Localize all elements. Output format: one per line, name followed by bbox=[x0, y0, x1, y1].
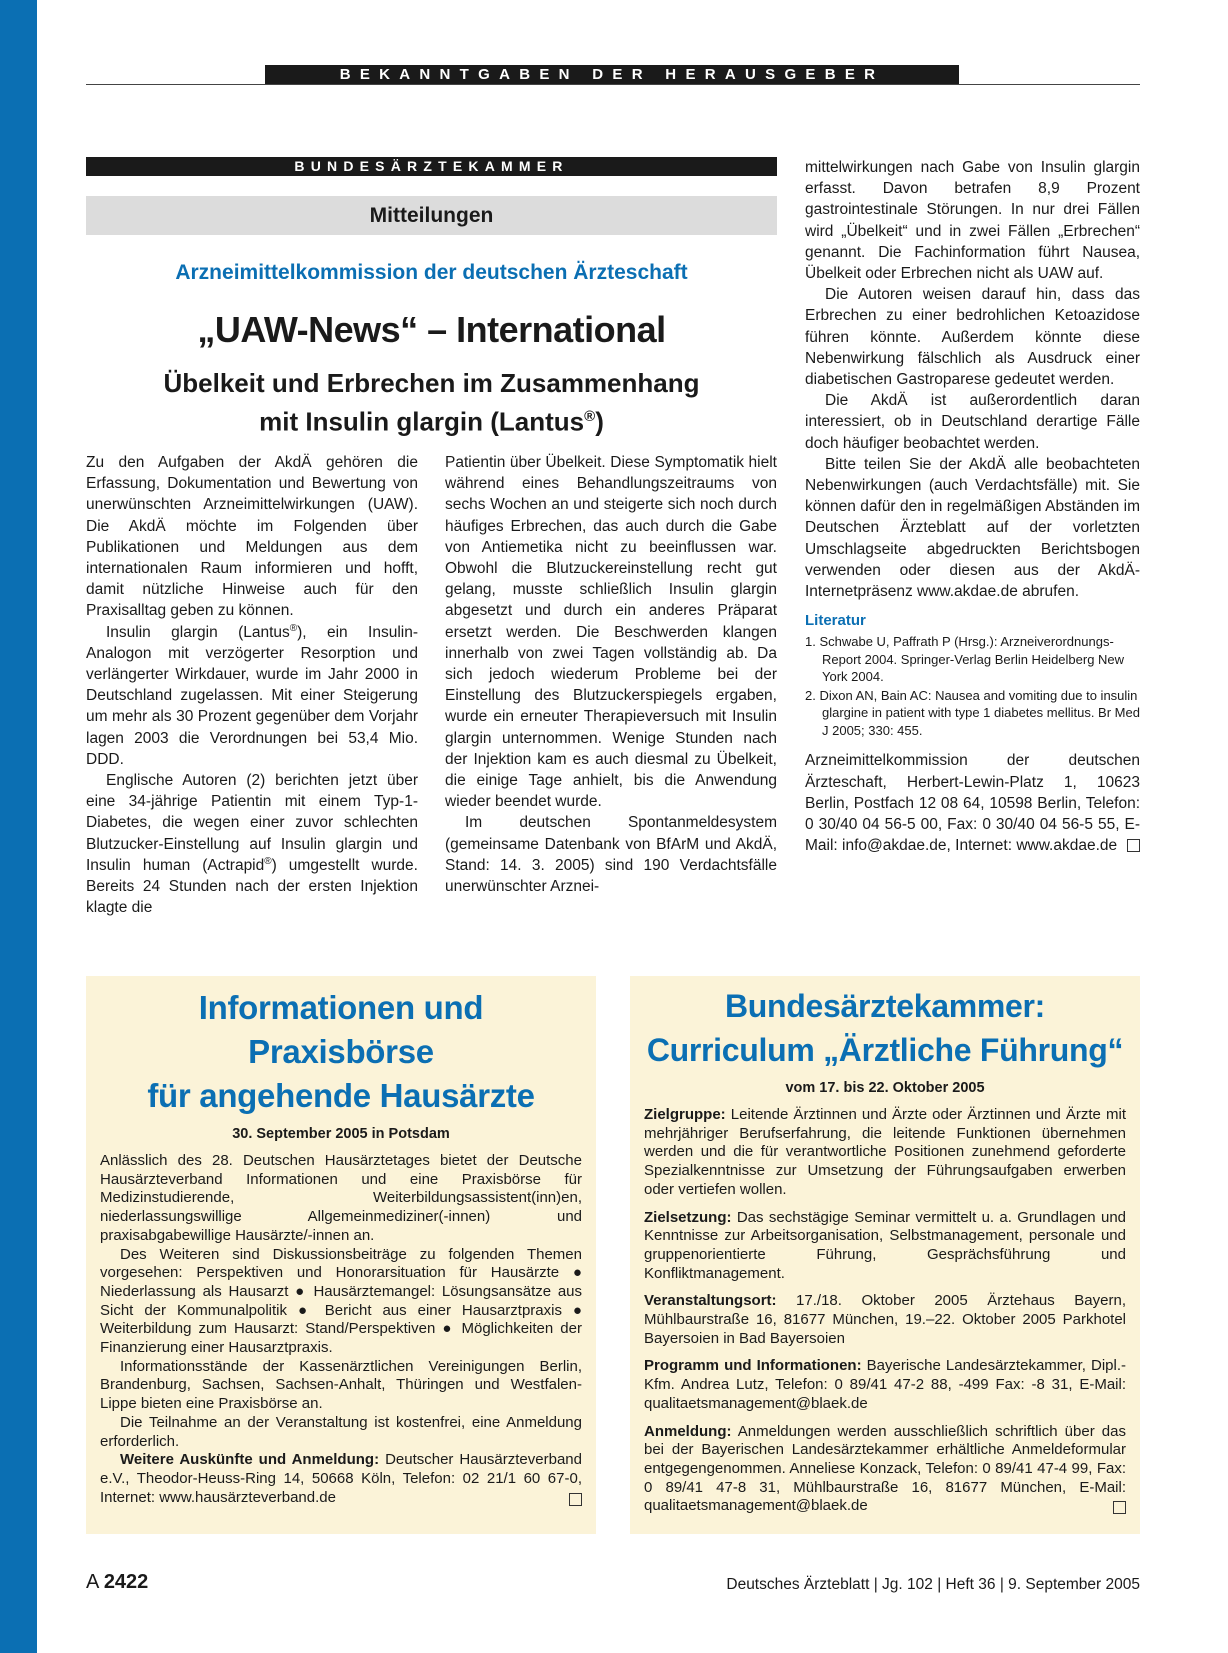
blue-margin-strip bbox=[0, 0, 37, 1653]
journal-citation: Deutsches Ärzteblatt | Jg. 102 | Heft 36 | 9. September 2005 bbox=[726, 1576, 1140, 1593]
paragraph-text: Das sechstägige Seminar vermittelt u. a. Grundlagen und Kenntnisse zur Arbeitsorganisation, Selbstmanagement, personale und gruppenorientierte Führung, Gesprächsführung und Konfliktmanagement. bbox=[644, 1208, 1126, 1282]
label-bold: Veranstaltungsort: bbox=[644, 1292, 777, 1310]
literature-heading: Literatur bbox=[805, 612, 866, 630]
contact-text: Arzneimittelkommission der deutschen Ärzteschaft, Herbert-Lewin-Platz 1, 10623 Berlin, Postfach 12 08 64, 10598 Berlin, Telefon: 0 30/40 04 56-5 00, Fax: 0 30/40 04 56-5 55, E-Mail: info@akdae.de, Internet: www.akdae.de bbox=[805, 752, 1140, 855]
paragraph: Im deutschen Spontanmeldesystem (gemeinsame Datenbank von BfArM und AkdÄ, Stand: 14. 3. 2005) sind 190 Verdachtsfälle unerwünschter Arznei- bbox=[445, 814, 777, 896]
paragraph-text: ) umgestellt wurde. Bereits 24 Stunden nach der ersten Injektion klagte die bbox=[86, 856, 418, 917]
header-rule bbox=[86, 84, 1140, 85]
article-column-3 bbox=[805, 157, 1140, 856]
label-bold: Zielgruppe: bbox=[644, 1106, 726, 1123]
article-column-2 bbox=[445, 452, 777, 897]
paragraph: Anlässlich des 28. Deutschen Hausärztetages bietet der Deutsche Hausärzteverband Informationen und eine Praxisbörse für Medizinstudierende, Weiterbildungsassistent(inn)en, niederlassungswillige Allgemeinmediziner(-innen) und praxisabgabewillige Hausärzte/-innen an. bbox=[100, 1152, 582, 1244]
subtitle-line-1: Übelkeit und Erbrechen im Zusammenhang bbox=[163, 368, 700, 398]
page-number-value: 2422 bbox=[103, 1571, 149, 1593]
box-title-line: Praxisbörse bbox=[248, 1033, 434, 1070]
label-bold: Weitere Auskünfte und Anmeldung: bbox=[120, 1451, 380, 1469]
box-title bbox=[100, 986, 582, 1118]
paragraph: Die Autoren weisen darauf hin, dass das Erbrechen zu einer bedrohlichen Ketoazidose führen könnte. Außerdem könnte diese Nebenwirkung fälschlich als Ausdruck einer diabetischen Gastroparese gedeutet werden. bbox=[805, 286, 1140, 389]
box-date: 30. September 2005 in Potsdam bbox=[232, 1126, 450, 1142]
label-bold: Anmeldung: bbox=[644, 1422, 732, 1440]
article-title: „UAW-News“ – International bbox=[197, 309, 666, 350]
paragraph bbox=[86, 622, 418, 770]
paragraph bbox=[644, 1209, 1126, 1284]
section-label: BUNDESÄRZTEKAMMER bbox=[86, 157, 777, 176]
registered-mark: ® bbox=[289, 622, 298, 634]
organization-heading: Arzneimittelkommission der deutschen Ärzteschaft bbox=[175, 261, 688, 284]
header-banner: BEKANNTGABEN DER HERAUSGEBER bbox=[265, 65, 959, 85]
registered-mark: ® bbox=[264, 855, 272, 867]
paragraph bbox=[86, 770, 418, 918]
end-mark-icon bbox=[1113, 1501, 1126, 1514]
box-title-line: Curriculum „Ärztliche Führung“ bbox=[646, 1032, 1124, 1068]
reference-item: 1. Schwabe U, Paffrath P (Hrsg.): Arzneiverordnungs-Report 2004. Springer-Verlag Berlin Heidelberg New York 2004. bbox=[805, 634, 1125, 685]
paragraph bbox=[644, 1423, 1126, 1517]
box-title-line: Informationen und bbox=[198, 989, 484, 1026]
subtitle-line-2-end: ) bbox=[595, 406, 604, 437]
paragraph-text: 17./18. Oktober 2005 Ärztehaus Bayern, Mühlbaurstraße 16, 81677 München, 19.–22. Oktober 2005 Parkhotel Bayersoien in Bad Bayersoien bbox=[644, 1292, 1126, 1347]
info-box-curriculum bbox=[630, 976, 1140, 1534]
box-date: vom 17. bis 22. Oktober 2005 bbox=[785, 1080, 985, 1096]
label-bold: Zielsetzung: bbox=[644, 1208, 732, 1226]
paragraph-text: Bayerische Landesärztekammer, Dipl.-Kfm. Andrea Lutz, Telefon: 0 89/41 47-2 88, -499 Fax: -8 31, E-Mail: qualitaetsmanagement@blaek.de bbox=[644, 1357, 1126, 1412]
journal-date: 9. September 2005 bbox=[1008, 1576, 1140, 1593]
paragraph bbox=[100, 1451, 582, 1507]
category-bar: Mitteilungen bbox=[86, 196, 777, 235]
end-mark-icon bbox=[1127, 839, 1140, 852]
box-body bbox=[100, 1152, 582, 1507]
info-box-hausaerzte bbox=[86, 976, 596, 1534]
article-column-1 bbox=[86, 452, 418, 918]
paragraph: mittelwirkungen nach Gabe von Insulin glargin erfasst. Davon betrafen 8,9 Prozent gastrointestinale Störungen. In nur drei Fällen wird „Übelkeit“ und in zwei Fällen „Erbrechen“ genannt. Die Fachinformation führt Nausea, Übelkeit oder Erbrechen nicht als UAW auf. bbox=[805, 159, 1140, 283]
reference-item: 2. Dixon AN, Bain AC: Nausea and vomiting due to insulin glargine in patient with type 1 diabetes mellitus. Br Med J 2005; 330: 455. bbox=[805, 687, 1140, 738]
paragraph-text: Deutscher Hausärzteverband e.V., Theodor-Heuss-Ring 14, 50668 Köln, Telefon: 02 21/1 60 67-0, Internet: www.hausärzteverband.de bbox=[100, 1451, 582, 1506]
paragraph-text: Insulin glargin (Lantus bbox=[106, 623, 290, 641]
box-title-line: Bundesärztekammer: bbox=[724, 988, 1046, 1024]
paragraph: Informationsstände der Kassenärztlichen Vereinigungen Berlin, Brandenburg, Sachsen, Sachsen-Anhalt, Thüringen und Westfalen-Lippe bieten eine Praxisbörse an. bbox=[100, 1357, 582, 1413]
paragraph-text: Leitende Ärztinnen und Ärzte oder Ärztinnen und Ärzte mit mehrjähriger Berufserfahrung, die leitende Funktionen übernehmen werden und die für verantwortliche Positionen zunehmend geforderte Spezialkenntnisse zur Umsetzung der Führungsaufgaben erwerben oder vertiefen wollen. bbox=[644, 1106, 1126, 1198]
label-bold: Programm und Informationen: bbox=[644, 1357, 862, 1375]
paragraph: Des Weiteren sind Diskussionsbeiträge zu folgenden Themen vorgesehen: Perspektiven und Honorarsituation für Hausärzte ● Niederlassung als Hausarzt ● Hausärztemangel: Lösungsansätze aus Sicht der Kommunalpolitik ● Bericht aus einer Hausarztpraxis ● Weiterbildung zum Hausarzt: Stand/Perspektiven ● Möglichkeiten der Finanzierung einer Hausarztpraxis. bbox=[100, 1245, 582, 1357]
paragraph-text: Englische Autoren (2) berichten jetzt über eine 34-jährige Patientin mit einem Typ-1-Diabetes, die wegen einer zuvor schlechten Blutzucker-Einstellung auf Insulin glargin und Insulin human (Actrapid bbox=[86, 772, 418, 874]
paragraph: Patientin über Übelkeit. Diese Symptomatik hielt während eines Behandlungszeitraums von sechs Wochen an und steigerte sich noch durch häufiges Erbrechen, das auch durch die Gabe von Antiemetika nicht zu beeinflussen war. Obwohl die Blutzuckereinstellung recht gut gelang, musste schließlich Insulin glargin abgesetzt und durch ein anderes Präparat ersetzt werden. Die Beschwerden klangen innerhalb von zwei Tagen vollständig ab. Da sich jedoch wiederum Probleme bei der Einstellung des Blutzuckerspiegels ergaben, wurde ein erneuter Therapieversuch mit Insulin glargin unternommen. Wenige Stunden nach der Injektion kam es auch diesmal zu Übelkeit, die einige Tage anhielt, bis die Anwendung wieder beendet wurde. bbox=[445, 454, 777, 811]
registered-mark: ® bbox=[584, 408, 596, 425]
paragraph bbox=[644, 1106, 1126, 1200]
page-prefix: A bbox=[86, 1571, 99, 1593]
paragraph: Die AkdÄ ist außerordentlich daran interessiert, ob in Deutschland derartige Fälle doch häufiger beobachtet werden. bbox=[805, 392, 1140, 452]
box-title bbox=[644, 984, 1126, 1072]
journal-issue: Heft 36 bbox=[945, 1576, 996, 1593]
journal-volume: Jg. 102 bbox=[882, 1576, 933, 1593]
article-subtitle bbox=[86, 366, 777, 439]
box-body bbox=[644, 1106, 1126, 1516]
paragraph: Bitte teilen Sie der AkdÄ alle beobachteten Nebenwirkungen (auch Verdachtsfälle) mit. Sie können dafür den in regelmäßigen Abständen im Deutschen Ärzteblatt auf der vorletzten Umschlagseite abgedruckten Berichtsbogen verwenden oder diesen aus der AkdÄ-Internetpräsenz www.akdae.de abrufen. bbox=[805, 455, 1140, 601]
subtitle-line-2-text: mit Insulin glargin (Lantus bbox=[259, 406, 585, 437]
paragraph-text: ), ein Insulin-Analogon mit verzögerter Resorption und verlängerter Wirkdauer, wurde im Jahr 2000 in Deutschland zugelassen. Mit einer Steigerung um mehr als 30 Prozent gegenüber dem Vorjahr lagen 2003 die Verordnungen bei 53,4 Mio. DDD. bbox=[86, 623, 418, 768]
box-title-line: für angehende Hausärzte bbox=[147, 1077, 535, 1114]
contact-info bbox=[805, 750, 1140, 856]
paragraph bbox=[644, 1357, 1126, 1413]
paragraph-text: Anmeldungen werden ausschließlich schriftlich über das bei der Bayerischen Landesärztekammer erhältliche Anmeldeformular entgegengenommen. Anneliese Konzack, Telefon: 0 89/41 47-4 99, Fax: 0 89/41 47-8 31, Mühlbaurstraße 16, 81677 München, E-Mail: qualitaetsmanagement@blaek.de bbox=[644, 1422, 1126, 1515]
page-number bbox=[86, 1571, 148, 1594]
end-mark-icon bbox=[569, 1493, 582, 1506]
reference-list bbox=[805, 633, 1140, 739]
paragraph: Die Teilnahme an der Veranstaltung ist kostenfrei, eine Anmeldung erforderlich. bbox=[100, 1413, 582, 1450]
subtitle-line-2 bbox=[86, 400, 777, 439]
journal-name: Deutsches Ärzteblatt bbox=[726, 1576, 870, 1593]
paragraph: Zu den Aufgaben der AkdÄ gehören die Erfassung, Dokumentation und Bewertung von unerwünschten Arzneimittelwirkungen (UAW). Die AkdÄ möchte im Folgenden über Publikationen und Meldungen aus dem internationalen Raum informieren und hofft, damit nützliche Hinweise auch für den Praxisalltag geben zu können. bbox=[86, 454, 418, 620]
paragraph bbox=[644, 1292, 1126, 1348]
